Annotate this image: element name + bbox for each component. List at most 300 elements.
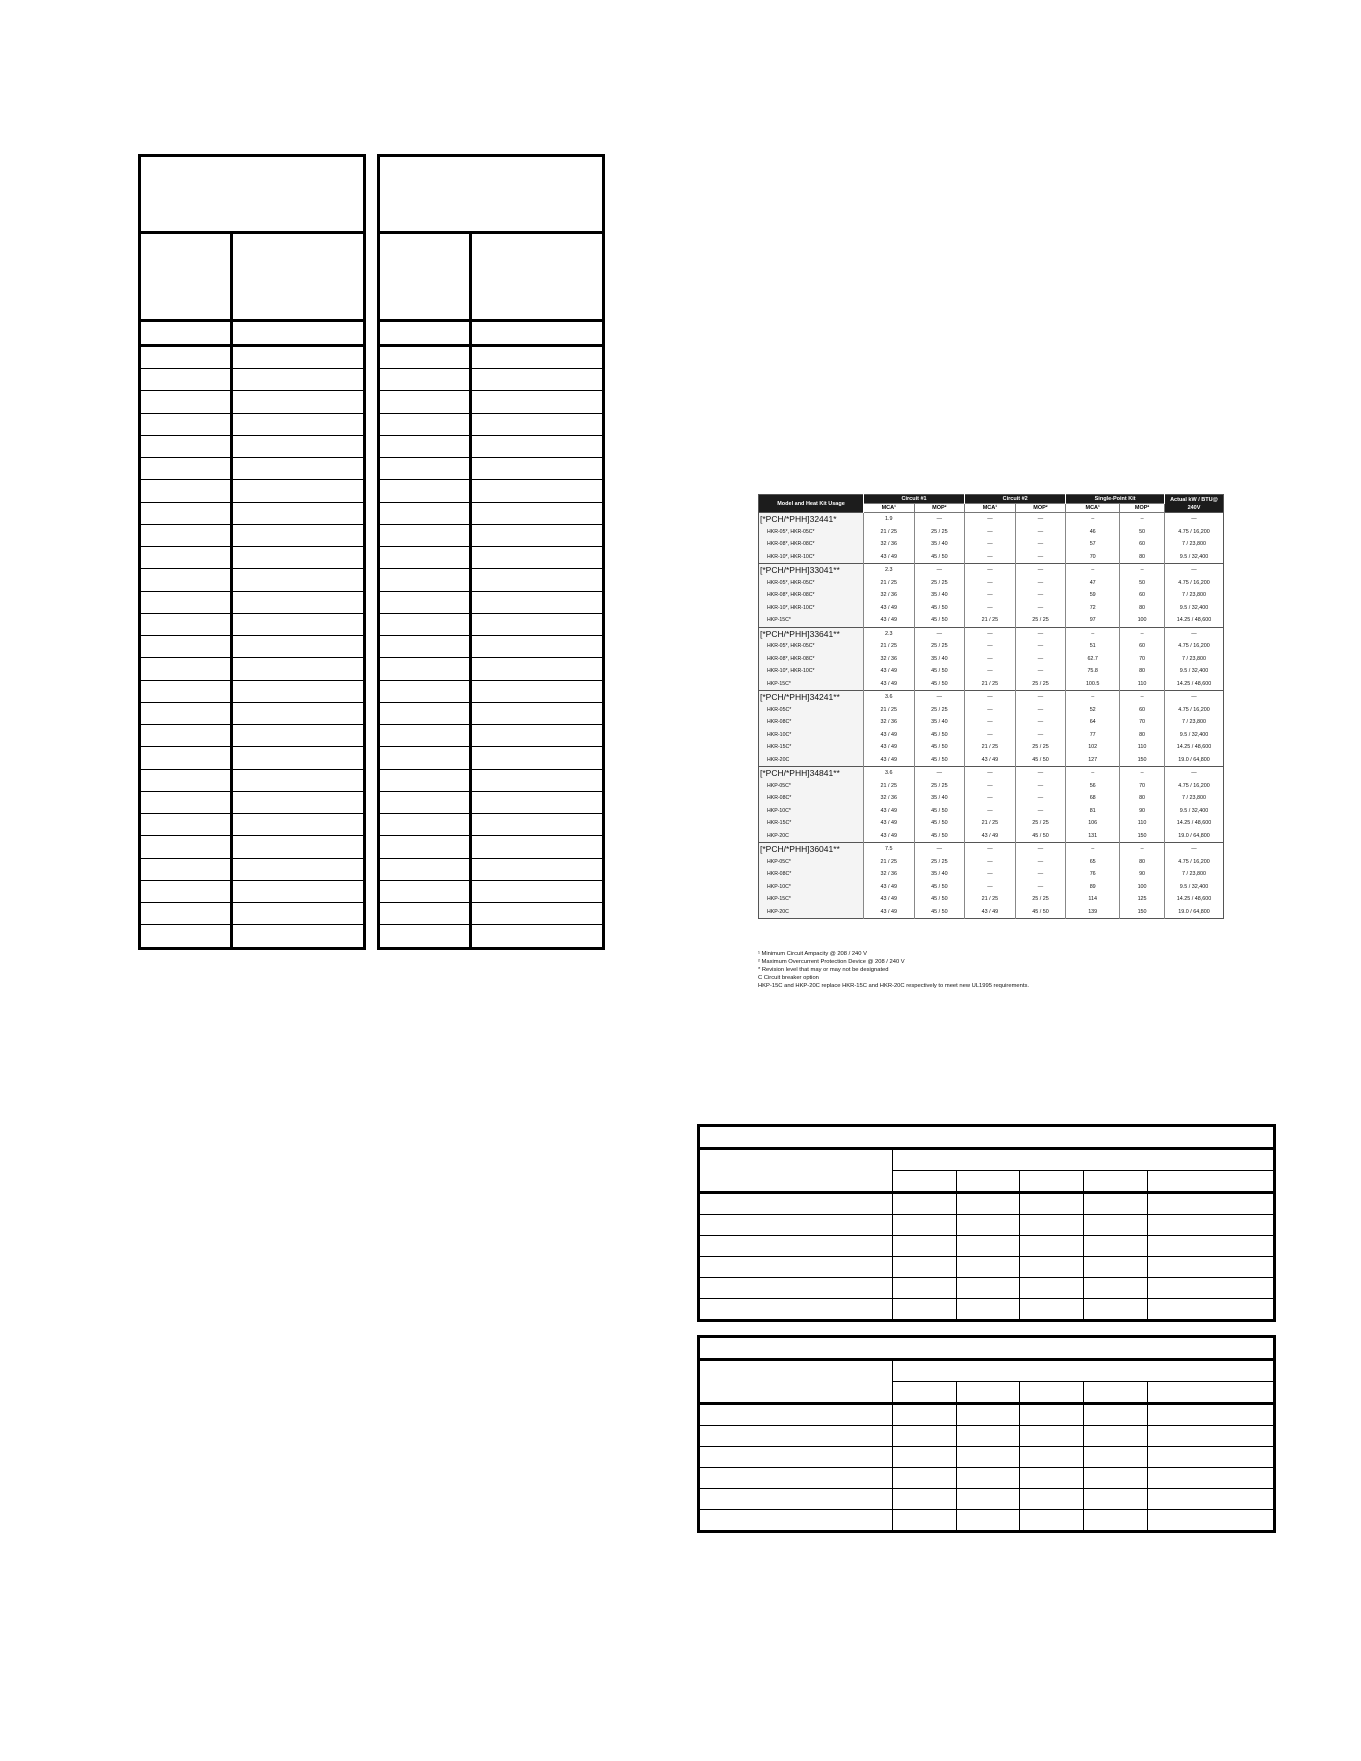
grid-cell (893, 1193, 957, 1215)
table-cell: — (965, 767, 1016, 780)
table-cell: — (965, 640, 1016, 653)
table-cell: 19.0 / 64,800 (1178, 908, 1210, 915)
table-cell: — (1015, 602, 1066, 615)
table-row (379, 413, 604, 435)
grid-cell (471, 791, 604, 813)
table-cell: 114 (1066, 893, 1120, 906)
footnote: * Revision level that may or may not be designated (758, 967, 889, 973)
grid-cell (232, 524, 365, 546)
table-cell: – (1066, 513, 1120, 526)
grid-cell (140, 925, 232, 949)
grid-cell (140, 769, 232, 791)
table-cell: — (965, 564, 1016, 577)
table-cell: 43 / 49 (864, 614, 915, 627)
grid-cell (379, 747, 471, 769)
grid-cell (1147, 1468, 1274, 1489)
table-cell: — (965, 653, 1016, 666)
table-cell: — (1015, 577, 1066, 590)
grid-title-cell (699, 1337, 1275, 1360)
table-cell: — (965, 729, 1016, 742)
grid-cell (956, 1193, 1020, 1215)
table-cell: 7 / 23,800 (1182, 541, 1206, 548)
table-cell: — (965, 843, 1016, 856)
grid-cell (1083, 1257, 1147, 1278)
table-cell: — (1015, 513, 1066, 526)
grid-cell (471, 569, 604, 591)
table-cell: 7 / 23,800 (1182, 795, 1206, 802)
grid-cell (379, 814, 471, 836)
table-cell: — (1015, 843, 1066, 856)
grid-header-cell (471, 233, 604, 321)
grid-cell (893, 1215, 957, 1236)
table-cell: – (1120, 627, 1165, 640)
table-cell: — (1015, 780, 1066, 793)
grid-cell (1020, 1426, 1084, 1447)
table-cell: — (965, 881, 1016, 894)
table-row (759, 513, 1224, 526)
table-row (140, 769, 365, 791)
table-row (699, 1510, 1275, 1532)
table-cell: 35 / 40 (914, 868, 965, 881)
grid-cell (379, 321, 471, 345)
table-cell: — (965, 868, 1016, 881)
grid-cell (1020, 1489, 1084, 1510)
table-cell: — (965, 691, 1016, 704)
table-cell: 21 / 25 (864, 526, 915, 539)
table-cell: 57 (1066, 538, 1120, 551)
grid-header-cell (232, 233, 365, 321)
grid-cell (232, 321, 365, 345)
table-cell: — (965, 716, 1016, 729)
grid-cell (471, 814, 604, 836)
grid-header-cell (893, 1171, 957, 1193)
grid-cell (471, 725, 604, 747)
heat-kit-name: HKR-08C* (759, 792, 864, 805)
table-cell: 21 / 25 (965, 614, 1016, 627)
table-row (379, 369, 604, 391)
table-cell: 4.75 / 16,200 (1178, 579, 1210, 586)
grid-cell (232, 680, 365, 702)
grid-cell (699, 1236, 893, 1257)
grid-cell (379, 880, 471, 902)
grid-cell (471, 480, 604, 502)
table-cell: 32 / 36 (864, 589, 915, 602)
table-cell: 21 / 25 (965, 893, 1016, 906)
table-cell: 14.25 / 48,600 (1176, 617, 1212, 624)
grid-cell (471, 880, 604, 902)
table-cell: 97 (1066, 614, 1120, 627)
table-row (699, 1236, 1275, 1257)
footnote: HKP-15C and HKP-20C replace HKR-15C and HKR-20C respectively to meet new UL1995 requirements. (758, 983, 1029, 989)
grid-header-cell (140, 233, 232, 321)
heat-kit-name: HKR-08C* (759, 716, 864, 729)
header-mca: MCA¹ (1066, 504, 1120, 513)
table-cell: 45 / 50 (914, 906, 965, 919)
header-single-point: Single-Point Kit (1066, 495, 1165, 504)
table-row (379, 613, 604, 635)
table-row (759, 691, 1224, 704)
table-row (759, 792, 1224, 805)
grid-cell (232, 391, 365, 413)
heat-kit-name: HKP-05C* (759, 856, 864, 869)
table-cell: — (965, 589, 1016, 602)
table-cell: 43 / 49 (864, 906, 915, 919)
grid-cell (956, 1447, 1020, 1468)
table-row (759, 881, 1224, 894)
table-cell: 80 (1120, 856, 1165, 869)
table-cell: 45 / 50 (914, 678, 965, 691)
table-cell: 7 / 23,800 (1182, 871, 1206, 878)
table-cell: 25 / 25 (1015, 893, 1066, 906)
table-cell: 9.5 / 32,400 (1179, 604, 1209, 611)
table-cell: 1.9 (864, 513, 915, 526)
table-cell: 32 / 36 (864, 868, 915, 881)
grid-header-cell (379, 233, 471, 321)
table-cell: 35 / 40 (914, 653, 965, 666)
table-row (379, 880, 604, 902)
table-cell: 77 (1066, 729, 1120, 742)
table-row (140, 435, 365, 457)
table-cell: — (1015, 551, 1066, 564)
grid-cell (140, 413, 232, 435)
grid-cell (893, 1447, 957, 1468)
grid-cell (140, 480, 232, 502)
grid-cell (379, 345, 471, 368)
empty-grid-table-bottom-2 (697, 1335, 1276, 1533)
table-cell: — (914, 843, 965, 856)
table-cell: — (914, 767, 965, 780)
table-cell: 45 / 50 (914, 665, 965, 678)
grid-cell (140, 502, 232, 524)
table-cell: – (1120, 691, 1165, 704)
table-cell: – (1066, 767, 1120, 780)
grid-cell (1147, 1489, 1274, 1510)
grid-cell (471, 658, 604, 680)
grid-cell (232, 502, 365, 524)
grid-cell (1083, 1236, 1147, 1257)
grid-cell (1083, 1299, 1147, 1321)
table-cell: 45 / 50 (1015, 906, 1066, 919)
grid-cell (140, 458, 232, 480)
heat-kit-name: HKR-05*, HKR-05C* (759, 526, 864, 539)
grid-cell (893, 1489, 957, 1510)
grid-cell (232, 480, 365, 502)
grid-cell (379, 680, 471, 702)
table-row (699, 1404, 1275, 1426)
grid-cell (232, 547, 365, 569)
table-cell: 102 (1066, 741, 1120, 754)
grid-cell (471, 547, 604, 569)
grid-cell (140, 658, 232, 680)
empty-grid-table-left (138, 154, 366, 950)
table-row (379, 814, 604, 836)
grid-cell (232, 925, 365, 949)
grid-cell (232, 613, 365, 635)
electrical-data-table (758, 494, 1224, 919)
header-circuit1: Circuit #1 (864, 495, 965, 504)
grid-cell (140, 791, 232, 813)
table-cell: 70 (1120, 653, 1165, 666)
grid-cell (140, 369, 232, 391)
table-cell: — (965, 792, 1016, 805)
table-cell: 21 / 25 (864, 704, 915, 717)
grid-cell (379, 435, 471, 457)
table-cell: 21 / 25 (864, 780, 915, 793)
grid-cell (140, 903, 232, 925)
grid-cell (232, 413, 365, 435)
grid-cell (140, 591, 232, 613)
table-row (379, 480, 604, 502)
grid-cell (232, 858, 365, 880)
table-cell: — (1015, 691, 1066, 704)
model-name: [*PCH/*PHH]34241** (759, 691, 864, 704)
table-cell: 14.25 / 48,600 (1176, 680, 1212, 687)
table-cell: 110 (1120, 678, 1165, 691)
grid-cell (956, 1468, 1020, 1489)
table-cell: — (965, 856, 1016, 869)
table-cell: 80 (1120, 551, 1165, 564)
table-cell: 72 (1066, 602, 1120, 615)
table-cell: — (1015, 729, 1066, 742)
table-cell: 150 (1120, 830, 1165, 843)
grid-cell (379, 903, 471, 925)
table-cell: – (1120, 564, 1165, 577)
table-row (379, 547, 604, 569)
table-row (759, 538, 1224, 551)
grid-cell (893, 1236, 957, 1257)
table-cell: 45 / 50 (1015, 830, 1066, 843)
table-row (379, 769, 604, 791)
grid-cell (471, 680, 604, 702)
grid-cell (471, 836, 604, 858)
table-row (699, 1193, 1275, 1215)
table-row (699, 1426, 1275, 1447)
table-cell: — (1165, 691, 1224, 704)
table-cell: 80 (1120, 602, 1165, 615)
table-cell: 106 (1066, 817, 1120, 830)
grid-cell (1083, 1489, 1147, 1510)
table-cell: 90 (1120, 868, 1165, 881)
table-cell: 7 / 23,800 (1182, 655, 1206, 662)
grid-header-cell (893, 1382, 957, 1404)
table-cell: — (1165, 767, 1224, 780)
heat-kit-name: HKR-05C* (759, 704, 864, 717)
table-cell: 35 / 40 (914, 589, 965, 602)
table-cell: — (965, 780, 1016, 793)
table-cell: 25 / 25 (914, 640, 965, 653)
table-cell: 56 (1066, 780, 1120, 793)
grid-cell (232, 836, 365, 858)
table-cell: 150 (1120, 754, 1165, 767)
table-row (379, 858, 604, 880)
table-cell: 81 (1066, 805, 1120, 818)
table-cell: – (1120, 513, 1165, 526)
table-cell: 25 / 25 (914, 577, 965, 590)
table-row (140, 636, 365, 658)
table-cell: 35 / 40 (914, 792, 965, 805)
table-cell: 25 / 25 (1015, 741, 1066, 754)
table-cell: 4.75 / 16,200 (1178, 643, 1210, 650)
grid-cell (956, 1215, 1020, 1236)
table-cell: 3.6 (864, 691, 915, 704)
grid-cell (471, 524, 604, 546)
table-row (379, 502, 604, 524)
table-cell: 139 (1066, 906, 1120, 919)
grid-header-cell (1083, 1382, 1147, 1404)
table-cell: 25 / 25 (914, 704, 965, 717)
table-cell: 43 / 49 (965, 754, 1016, 767)
table-cell: 2.3 (864, 627, 915, 640)
table-cell: 19.0 / 64,800 (1178, 832, 1210, 839)
grid-cell (471, 636, 604, 658)
grid-cell (140, 613, 232, 635)
table-cell: — (1015, 564, 1066, 577)
table-row (759, 729, 1224, 742)
table-cell: 100.5 (1066, 678, 1120, 691)
grid-cell (956, 1404, 1020, 1426)
table-cell: 75.8 (1066, 665, 1120, 678)
table-cell: 43 / 49 (864, 729, 915, 742)
grid-cell (232, 369, 365, 391)
table-row (379, 435, 604, 457)
table-cell: 45 / 50 (914, 881, 965, 894)
table-row (379, 636, 604, 658)
table-row (379, 725, 604, 747)
grid-cell (379, 369, 471, 391)
table-row (759, 906, 1224, 919)
grid-cell (471, 345, 604, 368)
table-cell: — (914, 513, 965, 526)
grid-cell (232, 814, 365, 836)
table-cell: 47 (1066, 577, 1120, 590)
grid-cell (956, 1489, 1020, 1510)
grid-cell (1020, 1468, 1084, 1489)
grid-cell (379, 547, 471, 569)
grid-cell (232, 725, 365, 747)
heat-kit-name: HKP-20C (759, 906, 864, 919)
table-row (140, 547, 365, 569)
table-cell: — (1015, 767, 1066, 780)
model-name: [*PCH/*PHH]36041** (759, 843, 864, 856)
table-cell: 9.5 / 32,400 (1179, 731, 1209, 738)
table-row (759, 564, 1224, 577)
table-row (759, 665, 1224, 678)
table-cell: — (914, 627, 965, 640)
table-row (140, 903, 365, 925)
grid-cell (471, 458, 604, 480)
grid-cell (699, 1447, 893, 1468)
table-cell: 127 (1066, 754, 1120, 767)
table-row (140, 391, 365, 413)
table-cell: — (1015, 704, 1066, 717)
table-cell: — (965, 665, 1016, 678)
table-cell: 65 (1066, 856, 1120, 869)
table-cell: — (1015, 716, 1066, 729)
table-row (699, 1257, 1275, 1278)
table-cell: 76 (1066, 868, 1120, 881)
table-cell: — (1015, 805, 1066, 818)
grid-cell (140, 725, 232, 747)
grid-title-cell (699, 1126, 1275, 1149)
table-row (759, 589, 1224, 602)
table-cell: 150 (1120, 906, 1165, 919)
table-cell: 80 (1120, 792, 1165, 805)
grid-cell (379, 502, 471, 524)
grid-cell (699, 1278, 893, 1299)
table-cell: 4.75 / 16,200 (1178, 858, 1210, 865)
grid-cell (232, 569, 365, 591)
table-cell: — (1015, 868, 1066, 881)
grid-title-cell (379, 156, 604, 233)
table-cell: 45 / 50 (914, 741, 965, 754)
grid-cell (379, 391, 471, 413)
table-row (140, 502, 365, 524)
heat-kit-name: HKR-08*, HKR-08C* (759, 653, 864, 666)
grid-cell (1147, 1447, 1274, 1468)
table-cell: — (1015, 589, 1066, 602)
table-row (379, 391, 604, 413)
grid-cell (232, 769, 365, 791)
table-row (140, 569, 365, 591)
table-row (379, 591, 604, 613)
grid-cell (1020, 1236, 1084, 1257)
table-cell: 45 / 50 (914, 729, 965, 742)
table-cell: – (1120, 767, 1165, 780)
grid-cell (1020, 1447, 1084, 1468)
grid-header-cell (893, 1360, 1275, 1382)
grid-cell (1083, 1215, 1147, 1236)
footnote: ¹ Minimum Circuit Ampacity @ 208 / 240 V (758, 951, 867, 957)
grid-cell (1147, 1426, 1274, 1447)
grid-cell (1083, 1510, 1147, 1532)
grid-cell (1147, 1215, 1274, 1236)
table-cell: 90 (1120, 805, 1165, 818)
grid-cell (1147, 1278, 1274, 1299)
table-row (140, 702, 365, 724)
table-cell: — (1015, 856, 1066, 869)
table-cell: — (965, 538, 1016, 551)
table-row (759, 805, 1224, 818)
grid-cell (140, 858, 232, 880)
table-cell: 52 (1066, 704, 1120, 717)
table-row (379, 569, 604, 591)
table-cell: 60 (1120, 704, 1165, 717)
table-row (759, 868, 1224, 881)
table-cell: 25 / 25 (1015, 614, 1066, 627)
table-row (699, 1278, 1275, 1299)
grid-header-cell (1020, 1382, 1084, 1404)
table-row (379, 680, 604, 702)
grid-cell (699, 1215, 893, 1236)
table-row (699, 1447, 1275, 1468)
table-cell: 45 / 50 (914, 602, 965, 615)
table-row (759, 653, 1224, 666)
table-row (140, 591, 365, 613)
table-row (140, 725, 365, 747)
table-cell: 32 / 36 (864, 653, 915, 666)
grid-cell (1083, 1426, 1147, 1447)
heat-kit-name: HKP-20C (759, 830, 864, 843)
grid-cell (1147, 1193, 1274, 1215)
table-row (759, 856, 1224, 869)
heat-kit-name: HKR-15C* (759, 741, 864, 754)
grid-cell (1020, 1404, 1084, 1426)
grid-cell (140, 636, 232, 658)
table-cell: — (965, 577, 1016, 590)
table-cell: 14.25 / 48,600 (1176, 896, 1212, 903)
grid-cell (1083, 1447, 1147, 1468)
table-row (379, 524, 604, 546)
